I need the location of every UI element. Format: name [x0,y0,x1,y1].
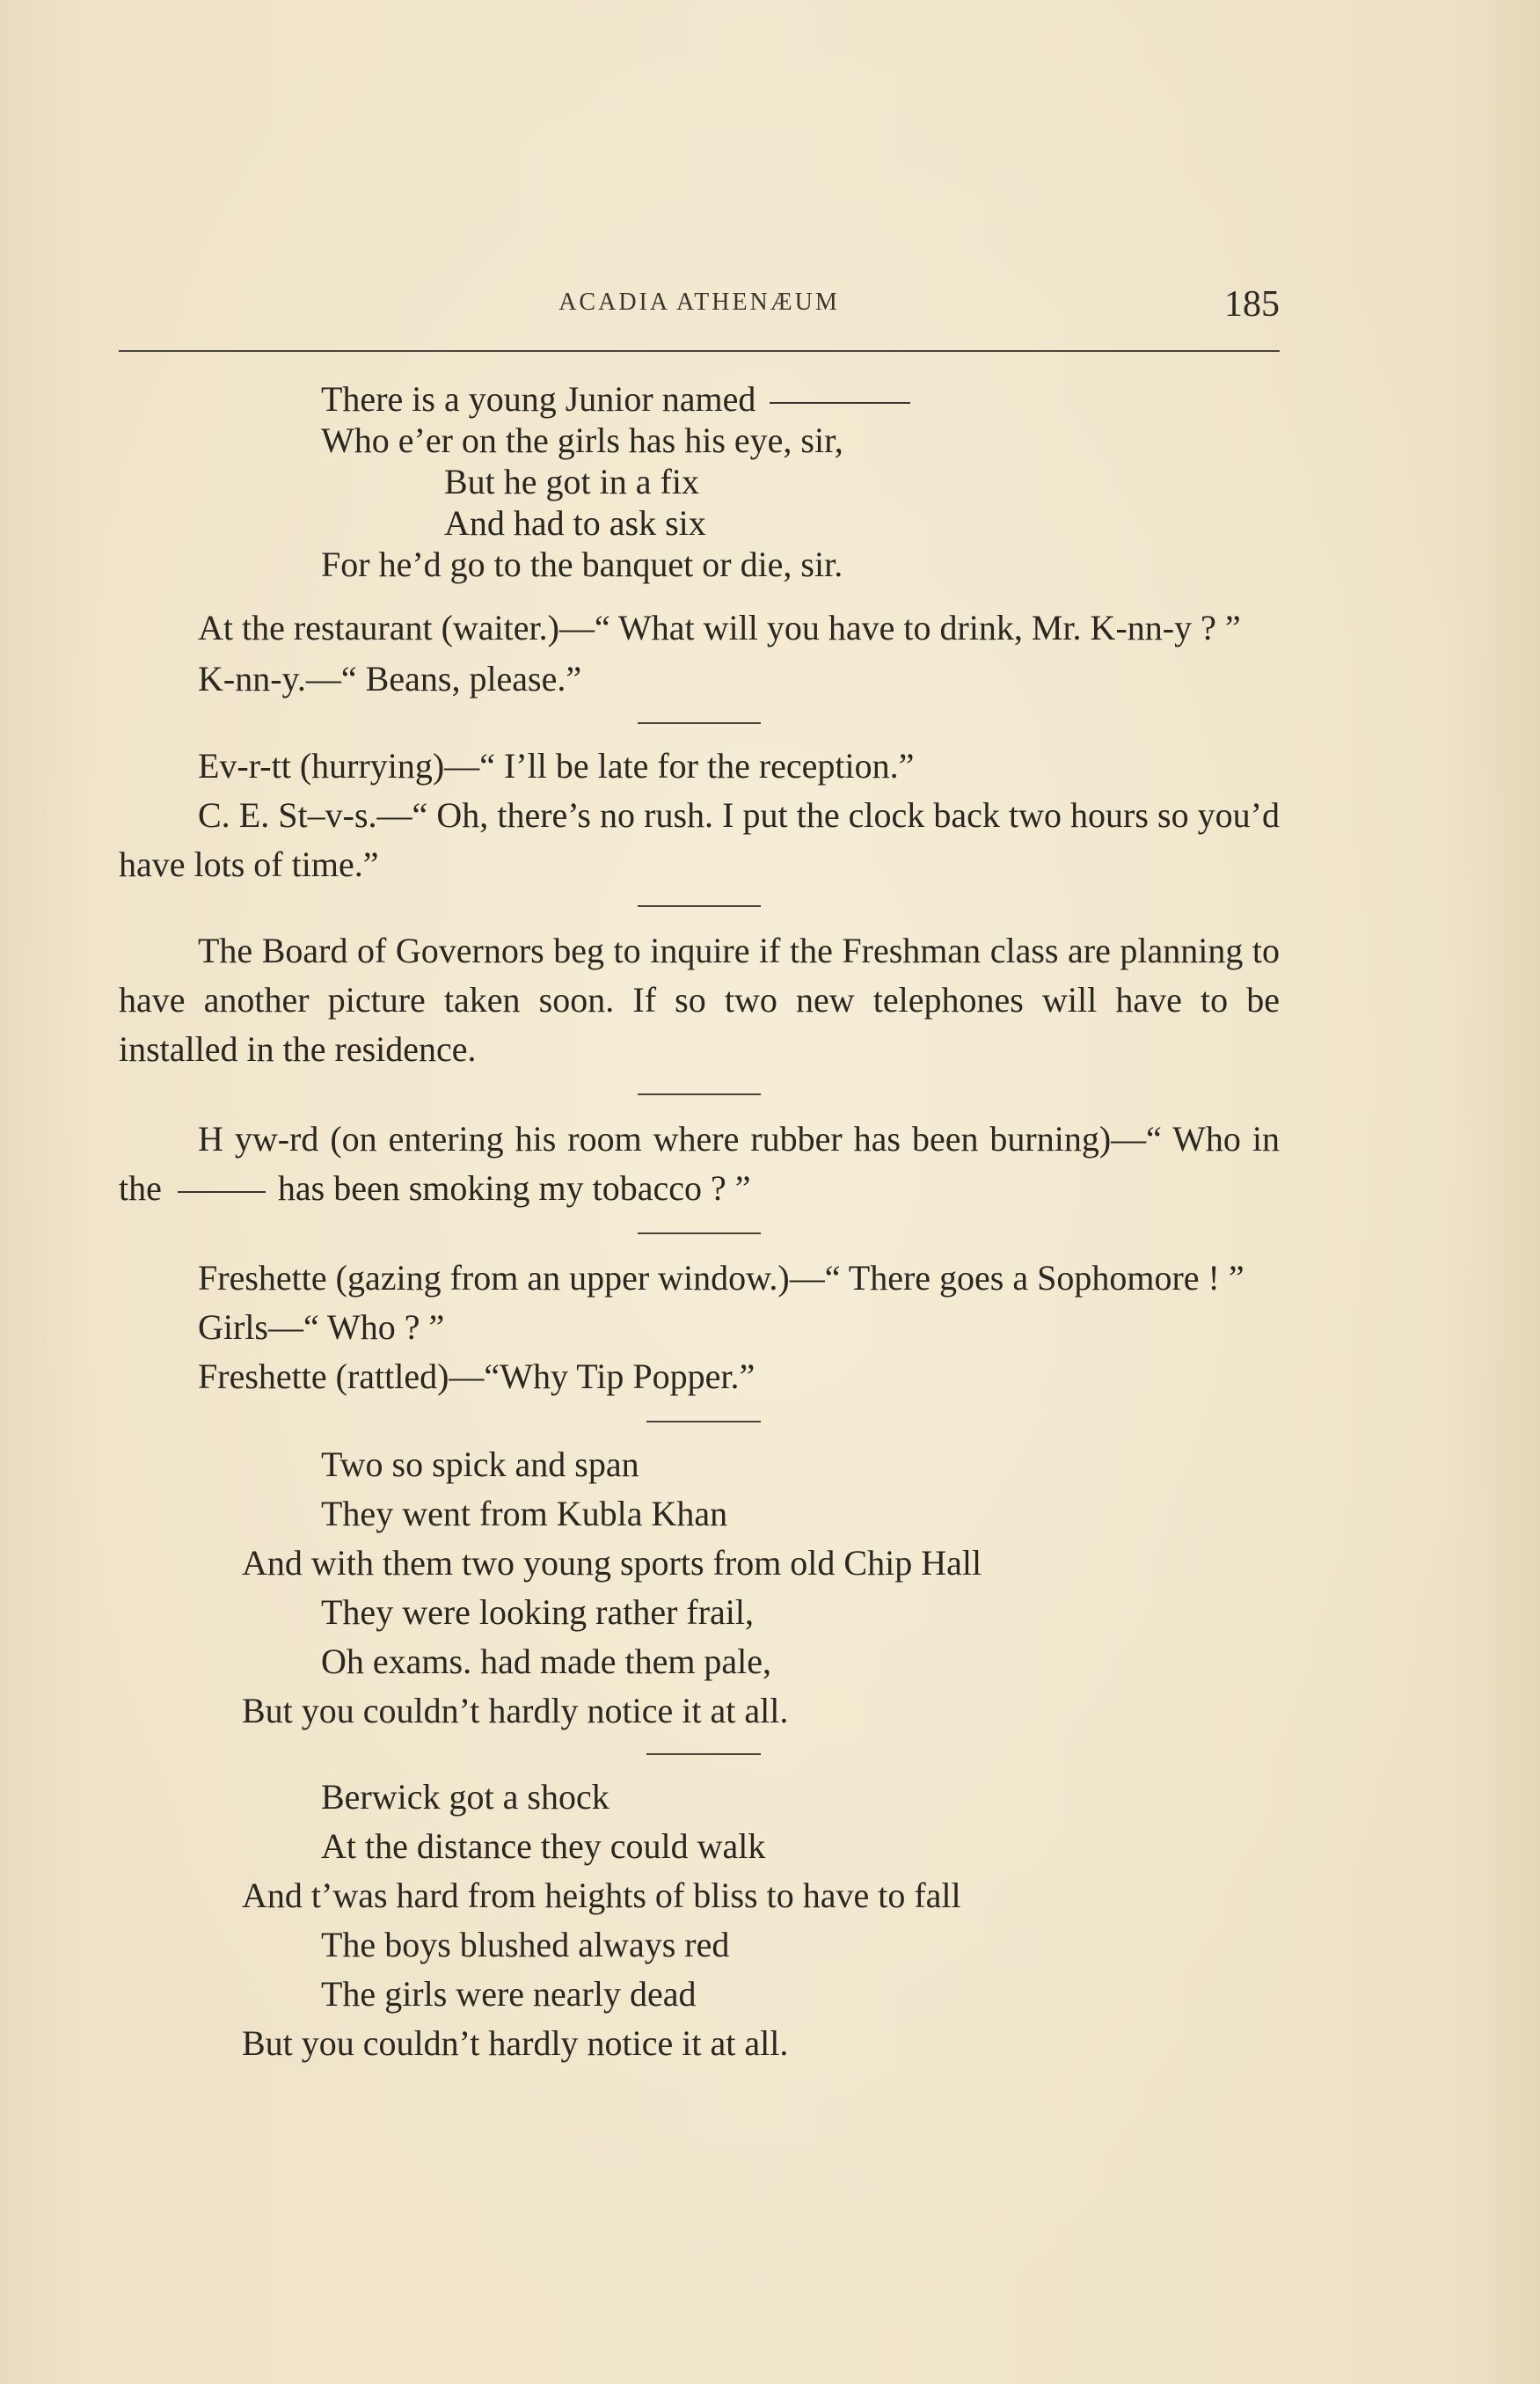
verse-line: For he’d go to the banquet or die, sir. [321,545,843,584]
header-rule [119,350,1280,352]
verse-line: Who e’er on the girls has his eye, sir, [321,420,843,460]
page-body [119,378,1280,2068]
verse-line: And had to ask six [444,503,706,543]
verse-stanza-1 [119,1440,1280,1736]
page-number: 185 [1224,284,1280,325]
paragraph: The Board of Governors beg to inquire if the Freshman class are planning to have another picture taken soon. If so two new telephones will have to be installed in the residence. [119,931,1280,1069]
verse-line: Berwick got a shock [321,1777,609,1817]
paragraph: H yw-rd (on entering his room where rubber has been burning)—“ Who in the has been smoking my tobacco ? ” [119,1119,1280,1208]
running-title: ACADIA ATHENÆUM [558,289,840,316]
paragraph: Freshette (rattled)—“Why Tip Popper.” [198,1357,755,1396]
verse-line: The boys blushed always red [321,1925,730,1964]
paragraph: K-nn-y.—“ Beans, please.” [198,659,582,698]
limerick [119,378,1280,585]
verse-line: They went from Kubla Khan [321,1494,728,1533]
verse-line: But you couldn’t hardly notice it at all. [242,2023,789,2063]
page-header [119,284,1280,341]
verse-line: And t’was hard from heights of bliss to have to fall [242,1876,961,1915]
verse-line: The girls were nearly dead [321,1974,697,2014]
verse-line: There is a young Junior named [119,378,1280,420]
paragraph: At the restaurant (waiter.)—“ What will you have to drink, Mr. K-nn-y ? ” [198,608,1241,647]
verse-line: But he got in a fix [444,462,699,501]
verse-line: They were looking rather frail, [321,1592,755,1632]
verse-stanza-2 [119,1773,1280,2068]
verse-line: At the distance they could walk [321,1826,766,1866]
verse-line: Two so spick and span [321,1444,639,1484]
verse-line: Oh exams. had made them pale, [321,1642,772,1681]
paragraph: C. E. St–v-s.—“ Oh, there’s no rush. I put the clock back two hours so you’d have lots of time.” [119,795,1280,884]
paragraph: Ev-r-tt (hurrying)—“ I’ll be late for the reception.” [198,746,915,786]
verse-line: But you couldn’t hardly notice it at all. [242,1691,789,1730]
expletive-blank [178,1191,266,1193]
paragraph: Freshette (gazing from an upper window.)—“ There goes a Sophomore ! ” [198,1258,1244,1298]
paragraph: Girls—“ Who ? ” [198,1307,445,1347]
verse-line: And with them two young sports from old Chip Hall [242,1543,982,1583]
name-blank [770,402,910,404]
